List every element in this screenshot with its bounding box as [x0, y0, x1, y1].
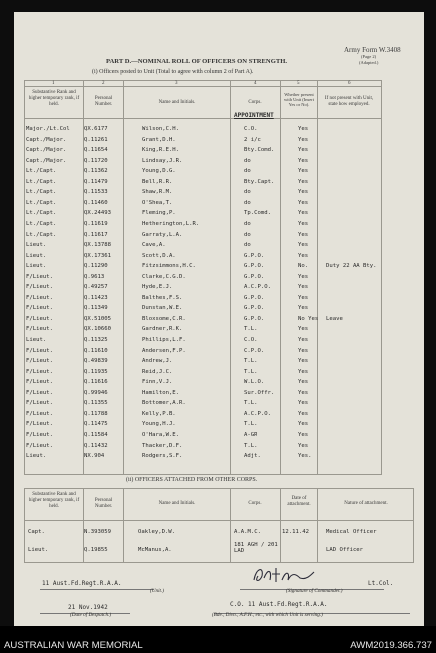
name-cell: Bell,R.R.: [142, 178, 173, 185]
corps-cell: Tp.Comd.: [244, 210, 271, 217]
column-number: 4: [254, 81, 257, 86]
rank-cell: Lt./Capt.: [26, 189, 57, 196]
name-cell: Thacker,D.F.: [142, 442, 183, 449]
number-cell: Q.11355: [84, 400, 108, 407]
corps-cell: A-GR: [244, 431, 258, 438]
corps-cell: 2 i/c: [244, 136, 261, 143]
number-cell: Q.11619: [84, 220, 108, 227]
table-rule: [24, 562, 414, 563]
rank-cell: Lieut.: [26, 453, 47, 460]
present-cell: Yes: [298, 368, 309, 375]
number-cell: Q.49839: [84, 358, 108, 365]
nature-cell: LAD Officer: [326, 547, 364, 553]
present-cell: Yes: [298, 231, 309, 238]
present-cell: Yes: [298, 294, 309, 301]
present-cell: Yes: [298, 305, 309, 312]
number-cell: Q.11432: [84, 442, 108, 449]
header-corps: Corps.: [248, 100, 262, 105]
column-number: 2: [102, 81, 105, 86]
table-row: [14, 157, 424, 165]
corps-cell: G.P.O.: [244, 273, 265, 280]
table-row: [14, 209, 424, 217]
name-cell: Young,H.J.: [142, 421, 176, 428]
corps-cell: G.P.O.: [244, 252, 265, 259]
number-cell: Q.11610: [84, 347, 108, 354]
name-cell: Dunstan,W.E.: [142, 305, 183, 312]
table-row: [14, 325, 424, 333]
employed-cell: Leave: [326, 315, 343, 322]
corps-cell: Bty.Comd.: [244, 147, 275, 154]
name-cell: Hetherington,L.R.: [142, 220, 200, 227]
table-row: [14, 399, 424, 407]
corps-cell: T.L.: [244, 368, 258, 375]
corps-cell: G.P.O.: [244, 305, 265, 312]
name-cell: Reid,J.C.: [142, 368, 173, 375]
rank-cell: F/Lieut.: [26, 315, 53, 322]
attached-header-rank: Substantive Rank and higher temporary rank, if held.: [28, 492, 80, 509]
name-cell: Phillips,L.F.: [142, 337, 186, 343]
present-cell: Yes: [298, 379, 309, 386]
corps-cell: A.C.P.O.: [244, 410, 271, 417]
number-cell: Q.11362: [84, 168, 108, 175]
rank-cell: Lieut.: [26, 263, 47, 270]
present-cell: Yes: [298, 389, 309, 396]
number-cell: QX.17361: [84, 252, 111, 259]
number-cell: NX.904: [84, 453, 105, 460]
table-row: [14, 178, 424, 186]
table-row: [14, 283, 424, 291]
table-row: [14, 336, 424, 344]
corps-cell: A.A.M.C.: [234, 529, 261, 535]
table-row: [14, 542, 424, 554]
present-cell: Yes: [298, 252, 309, 259]
despatch-label: (Date of Despatch.): [70, 612, 112, 618]
form-name: Army Form W.3408: [344, 46, 401, 54]
present-cell: Yes: [298, 242, 309, 249]
corps-cell: do: [244, 168, 251, 175]
number-cell: Q.11935: [84, 368, 108, 375]
corps-cell: G.P.O.: [244, 263, 265, 270]
table-row: [14, 452, 424, 460]
rank-cell: Lt./Capt.: [26, 178, 57, 185]
rank-cell: F/Lieut.: [26, 284, 53, 291]
form-page: (Page 2): [361, 54, 377, 59]
unit-label: (Unit.): [150, 588, 164, 594]
signature-line: [40, 589, 154, 590]
rank-cell: Capt./Major.: [26, 147, 67, 154]
name-cell: McManus,A.: [138, 547, 172, 553]
nature-cell: Medical Officer: [326, 529, 377, 535]
name-cell: Finn,V.J.: [142, 379, 173, 386]
present-cell: Yes.: [298, 453, 312, 460]
present-cell: Yes: [298, 126, 309, 132]
corps-cell: Bty.Capt.: [244, 178, 275, 185]
present-cell: Yes: [298, 347, 309, 354]
table-row: [14, 273, 424, 281]
number-cell: QX.10660: [84, 326, 111, 333]
number-cell: Q.11290: [84, 263, 108, 270]
number-cell: Q.99946: [84, 389, 108, 396]
corps-cell: T.L.: [244, 421, 258, 428]
name-cell: Fleming,P.: [142, 210, 176, 217]
table-row: [14, 368, 424, 376]
table-rule: [24, 474, 382, 475]
number-cell: Q.49257: [84, 284, 108, 291]
present-cell: Yes: [298, 421, 309, 428]
name-cell: Andrew,J.: [142, 358, 173, 365]
rank-cell: F/Lieut.: [26, 294, 53, 301]
appointment-label: APPOINTMENT: [234, 112, 274, 119]
part-title: PART D.—NOMINAL ROLL OF OFFICERS ON STRENGTH.: [106, 58, 287, 65]
rank-cell: F/Lieut.: [26, 431, 53, 438]
corps-cell: T.L.: [244, 326, 258, 333]
rank-cell: Lieut.: [26, 337, 47, 343]
number-cell: Q.11720: [84, 157, 108, 164]
present-cell: Yes: [298, 136, 309, 143]
rank-cell: Lt./Capt.: [26, 168, 57, 175]
form-adapted: (Adapted.): [359, 60, 379, 65]
present-cell: Yes: [298, 147, 309, 154]
table-row: [14, 431, 424, 439]
corps-cell: Sur.Offr.: [244, 389, 275, 396]
rank-cell: F/Lieut.: [26, 326, 53, 333]
corps-cell: do: [244, 231, 251, 238]
watermark-bar: [0, 626, 436, 653]
attached-header-number: Personal Number.: [94, 498, 113, 509]
rank-cell: Capt./Major.: [26, 136, 67, 143]
date-cell: 12.11.42: [282, 529, 309, 535]
table-row: [14, 410, 424, 418]
table-row: [14, 262, 424, 270]
header-present: Whether present with Unit (Insert Yes or No).: [284, 92, 314, 107]
rank-cell: F/Lieut.: [26, 368, 53, 375]
name-cell: Cave,A.: [142, 242, 166, 249]
number-cell: QX.13788: [84, 242, 111, 249]
table-row: [14, 199, 424, 207]
rank-cell: Lieut.: [26, 252, 47, 259]
number-cell: Q.11616: [84, 379, 108, 386]
table-row: [14, 167, 424, 175]
corps-cell: do: [244, 220, 251, 227]
present-cell: Yes: [298, 337, 309, 343]
column-number: 5: [297, 81, 300, 86]
name-cell: King,R.E.H.: [142, 147, 180, 154]
table-row: [14, 357, 424, 365]
rank-cell: Lieut.: [28, 547, 49, 553]
table-row: [14, 304, 424, 312]
header-name: Name and Initials.: [158, 100, 196, 105]
table-row: [14, 241, 424, 249]
rank-cell: F/Lieut.: [26, 379, 53, 386]
rank-cell: F/Lieut.: [26, 347, 53, 354]
corps-cell: T.L.: [244, 400, 258, 407]
corps-cell: W.L.O.: [244, 379, 265, 386]
rank-cell: Lt./Capt.: [26, 220, 57, 227]
table-row: [14, 231, 424, 239]
attached-header-corps: Corps.: [248, 501, 262, 506]
corps-cell: 181 AGH / 201 LAD: [234, 542, 278, 554]
corps-cell: do: [244, 242, 251, 249]
present-cell: No Yes: [298, 315, 319, 322]
rank-cell: F/Lieut.: [26, 273, 53, 280]
name-cell: O'Hara,W.E.: [142, 431, 180, 438]
name-cell: Bloxsome,C.R.: [142, 315, 186, 322]
name-cell: Grant,D.H.: [142, 136, 176, 143]
corps-cell: do: [244, 199, 251, 206]
name-cell: Gardner,R.K.: [142, 326, 183, 333]
section-i-title: (i) Officers posted to Unit (Total to agree with column 2 of Part A).: [92, 69, 254, 75]
number-cell: QX.24493: [84, 210, 111, 217]
present-cell: Yes: [298, 220, 309, 227]
table-row: [14, 220, 424, 228]
table-row: [14, 294, 424, 302]
table-row: [14, 442, 424, 450]
number-cell: Q.19855: [84, 547, 108, 553]
name-cell: Andersen,F.P.: [142, 347, 186, 354]
present-cell: Yes: [298, 431, 309, 438]
section-ii-title: (ii) OFFICERS ATTACHED FROM OTHER CORPS.: [126, 477, 258, 483]
present-cell: Yes: [298, 442, 309, 449]
number-cell: Q.11475: [84, 421, 108, 428]
rank-cell: F/Lieut.: [26, 400, 53, 407]
present-cell: Yes: [298, 178, 309, 185]
present-cell: Yes: [298, 284, 309, 291]
corps-cell: C.P.O.: [244, 347, 265, 354]
number-cell: Q.11261: [84, 136, 108, 143]
document-page: [14, 12, 424, 626]
present-cell: Yes: [298, 199, 309, 206]
watermark-left: AUSTRALIAN WAR MEMORIAL: [4, 640, 143, 651]
name-cell: O'Shea,T.: [142, 199, 173, 206]
name-cell: Fitzsimmons,H.C.: [142, 263, 196, 270]
name-cell: Oakley,D.W.: [138, 529, 176, 535]
corps-cell: C.O.: [244, 126, 258, 132]
rank-cell: F/Lieut.: [26, 358, 53, 365]
corps-cell: C.O.: [244, 337, 258, 343]
column-number: 1: [52, 81, 55, 86]
table-row: [14, 136, 424, 144]
number-cell: Q.11788: [84, 410, 108, 417]
table-row: [14, 378, 424, 386]
name-cell: Shaw,R.M.: [142, 189, 173, 196]
name-cell: Hyde,E.J.: [142, 284, 173, 291]
rank-cell: Capt.: [28, 529, 45, 535]
present-cell: Yes: [298, 400, 309, 407]
serving-value: C.O. 11 Aust.Fd.Regt.R.A.A.: [230, 601, 328, 608]
header-employed: If not present with Unit, state how employed.: [324, 96, 374, 107]
header-personal-number: Personal Number.: [94, 96, 113, 107]
name-cell: Young,D.G.: [142, 168, 176, 175]
header-rank: Substantive Rank and higher temporary rank, if held.: [28, 90, 80, 107]
column-number: 3: [175, 81, 178, 86]
table-row: [14, 315, 424, 323]
attached-header-name: Name and Initials.: [158, 501, 196, 506]
attached-header-date: Date of attachment.: [287, 496, 311, 507]
name-cell: Clarke,C.G.D.: [142, 273, 186, 280]
corps-cell: A.C.P.O.: [244, 284, 271, 291]
column-number: 6: [348, 81, 351, 86]
name-cell: Balthes,F.S.: [142, 294, 183, 301]
rank-cell: Capt./Major.: [26, 157, 67, 164]
table-row: [14, 528, 424, 536]
present-cell: No.: [298, 263, 309, 270]
table-row: [14, 146, 424, 154]
serving-label: (Bde., Divn., A.F.H., etc., with which Unit is serving.): [212, 612, 323, 618]
rank-cell: F/Lieut.: [26, 305, 53, 312]
watermark-right: AWM2019.366.737: [350, 640, 432, 651]
number-cell: Q.11349: [84, 305, 108, 312]
employed-cell: Duty 22 AA Bty.: [326, 263, 377, 270]
rank-cell: F/Lieut.: [26, 389, 53, 396]
table-row: [14, 125, 424, 133]
number-cell: Q.11584: [84, 431, 108, 438]
attached-header-nature: Nature of attachment.: [344, 501, 388, 506]
corps-cell: G.P.O.: [244, 294, 265, 301]
rank-cell: Lt./Capt.: [26, 231, 57, 238]
table-row: [14, 188, 424, 196]
corps-cell: T.L.: [244, 358, 258, 365]
rank-cell: Lt./Capt.: [26, 210, 57, 217]
name-cell: Rodgers,S.F.: [142, 453, 183, 460]
table-rule: [24, 118, 382, 119]
number-cell: Q.11533: [84, 189, 108, 196]
name-cell: Bottomer,A.R.: [142, 400, 186, 407]
number-cell: QX.51005: [84, 315, 111, 322]
name-cell: Garraty,L.A.: [142, 231, 183, 238]
present-cell: Yes: [298, 273, 309, 280]
table-row: [14, 389, 424, 397]
rank-cell: Lieut.: [26, 242, 47, 249]
number-cell: Q.11617: [84, 231, 108, 238]
corps-cell: G.P.O.: [244, 315, 265, 322]
commander-label: (Signature of Commander.): [286, 588, 343, 594]
table-rule: [24, 80, 382, 81]
number-cell: QX.6177: [84, 126, 108, 132]
name-cell: Kelly,P.B.: [142, 410, 176, 417]
number-cell: Q.11479: [84, 178, 108, 185]
present-cell: Yes: [298, 189, 309, 196]
rank-cell: F/Lieut.: [26, 421, 53, 428]
name-cell: Wilson,C.H.: [142, 126, 180, 132]
number-cell: N.393059: [84, 529, 111, 535]
number-cell: Q.9613: [84, 273, 105, 280]
present-cell: Yes: [298, 210, 309, 217]
present-cell: Yes: [298, 326, 309, 333]
number-cell: Q.11423: [84, 294, 108, 301]
present-cell: Yes: [298, 410, 309, 417]
despatch-date: 21 Nov.1942: [68, 604, 108, 611]
present-cell: Yes: [298, 358, 309, 365]
name-cell: Hamilton,E.: [142, 389, 180, 396]
corps-cell: T.L.: [244, 442, 258, 449]
present-cell: Yes: [298, 168, 309, 175]
rank-cell: Major./Lt.Col: [26, 126, 70, 132]
table-row: [14, 420, 424, 428]
present-cell: Yes: [298, 157, 309, 164]
number-cell: Q.11325: [84, 337, 108, 343]
number-cell: Q.11654: [84, 147, 108, 154]
commander-rank: Lt.Col.: [368, 580, 394, 587]
name-cell: Lindsay,J.R.: [142, 157, 183, 164]
corps-cell: do: [244, 189, 251, 196]
table-row: [14, 252, 424, 260]
rank-cell: F/Lieut.: [26, 410, 53, 417]
rank-cell: F/Lieut.: [26, 442, 53, 449]
name-cell: Scott,D.A.: [142, 252, 176, 259]
table-rule: [24, 86, 382, 87]
number-cell: Q.11460: [84, 199, 108, 206]
corps-cell: Adjt.: [244, 453, 261, 460]
commander-signature: [250, 564, 320, 586]
unit-value: 11 Aust.Fd.Regt.R.A.A.: [42, 580, 122, 587]
rank-cell: Lt./Capt.: [26, 199, 57, 206]
table-row: [14, 347, 424, 355]
corps-cell: do: [244, 157, 251, 164]
